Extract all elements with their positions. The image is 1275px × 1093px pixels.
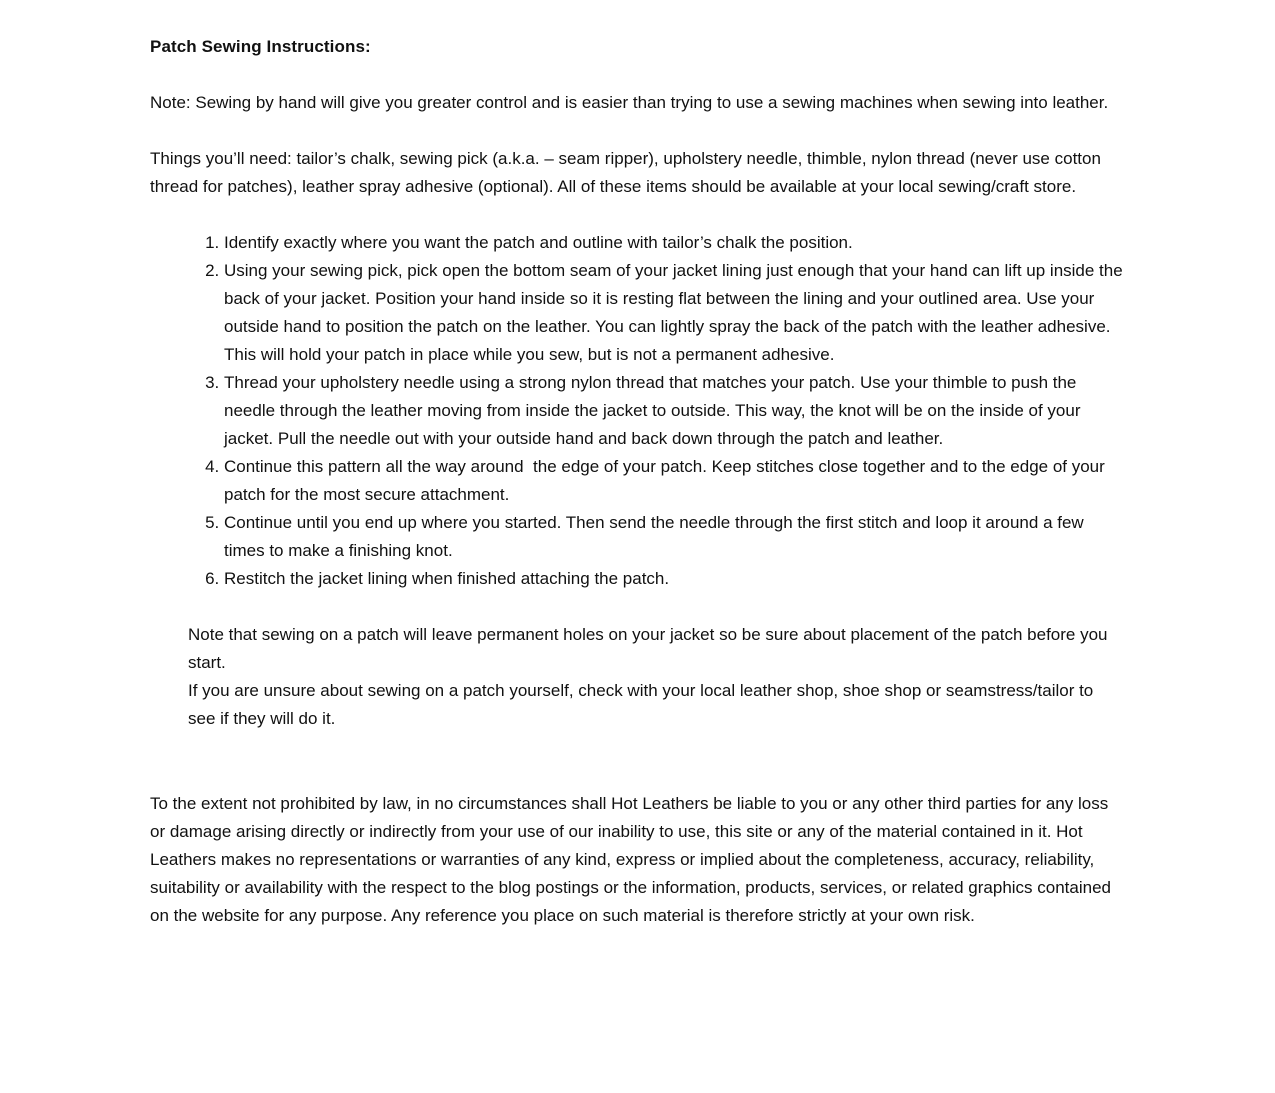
- step-item: 6. Restitch the jacket lining when finished attaching the patch.: [224, 565, 1125, 593]
- step-item: 5. Continue until you end up where you started. Then send the needle through the first stitch and loop it around a few times to make a finishing knot.: [224, 509, 1125, 565]
- step-item: 1. Identify exactly where you want the patch and outline with tailor’s chalk the position.: [224, 229, 1125, 257]
- unsure-note-paragraph: If you are unsure about sewing on a patch yourself, check with your local leather shop, shoe shop or seamstress/tailor to see if they will do it.: [188, 681, 1099, 728]
- things-needed-paragraph: Things you’ll need: tailor’s chalk, sewing pick (a.k.a. – seam ripper), upholstery needle, thimble, nylon thread (never use cotton thread for patches), leather spray adhesive (optional). All of these items should be available at your local sewing/craft store.: [150, 149, 1106, 196]
- disclaimer-paragraph: To the extent not prohibited by law, in no circumstances shall Hot Leathers be liable to you or any other third parties for any loss or damage arising directly or indirectly from your use of our inability to use, this site or any of the material contained in it. Hot Leathers makes no representations or warranties of any kind, express or implied about the completeness, accuracy, reliability, suitability or availability with the respect to the blog postings or the information, products, services, or related graphics contained on the website for any purpose. Any reference you place on such material is therefore strictly at your own risk.: [150, 794, 1116, 925]
- step-item: 4. Continue this pattern all the way around the edge of your patch. Keep stitches close together and to the edge of your patch for the most secure attachment.: [224, 453, 1125, 509]
- step-item: 3. Thread your upholstery needle using a strong nylon thread that matches your patch. Use your thimble to push the needle through the leather moving from inside the jacket to outside. This way, the knot will be on the inside of your jacket. Pull the needle out with your outside hand and back down through the patch and leather.: [224, 369, 1125, 453]
- instruction-steps-list: [150, 229, 1128, 593]
- intro-note-paragraph: Note: Sewing by hand will give you greater control and is easier than trying to use a sewing machines when sewing into leather.: [150, 93, 1109, 112]
- step-item: 2. Using your sewing pick, pick open the bottom seam of your jacket lining just enough that your hand can lift up inside the back of your jacket. Position your hand inside so it is resting flat between the lining and your outlined area. Use your outside hand to position the patch on the leather. You can lightly spray the back of the patch with the leather adhesive. This will hold your patch in place while you sew, but is not a permanent adhesive.: [224, 257, 1125, 369]
- closing-notes-block: [188, 621, 1125, 733]
- page-title: Patch Sewing Instructions:: [150, 37, 371, 56]
- placement-note-paragraph: Note that sewing on a patch will leave permanent holes on your jacket so be sure about placement of the patch before you start.: [188, 625, 1113, 672]
